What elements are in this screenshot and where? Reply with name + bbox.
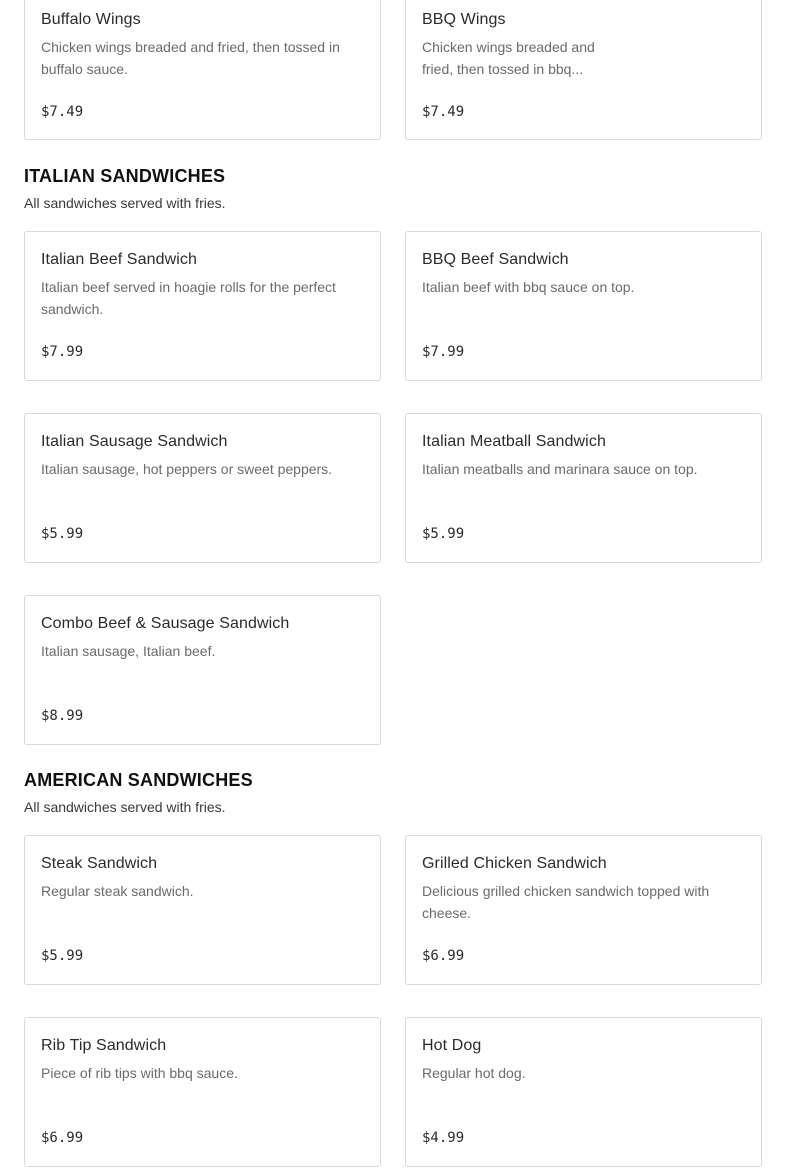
menu-item-price: $5.99 <box>422 526 465 542</box>
menu-item-name: BBQ Wings <box>422 11 506 28</box>
menu-item-card[interactable] <box>405 231 762 381</box>
menu-item-price: $7.99 <box>422 344 465 360</box>
menu-item-name: Grilled Chicken Sandwich <box>422 855 607 872</box>
menu-item-card[interactable] <box>405 835 762 985</box>
menu-item-price: $7.49 <box>41 104 84 120</box>
menu-item-name: Rib Tip Sandwich <box>41 1037 167 1054</box>
menu-item-card[interactable] <box>24 413 381 563</box>
menu-item-name: Buffalo Wings <box>41 11 141 28</box>
section-title-american-sandwiches: AMERICAN SANDWICHES <box>24 770 253 790</box>
menu-item-name: Italian Beef Sandwich <box>41 251 197 268</box>
menu-item-name: Hot Dog <box>422 1037 482 1054</box>
menu-item-description: Piece of rib tips with bbq sauce. <box>41 1065 238 1081</box>
menu-item-name: Italian Sausage Sandwich <box>41 433 228 450</box>
menu-item-description: Italian sausage, Italian beef. <box>41 643 216 659</box>
menu-item-card[interactable] <box>24 231 381 381</box>
menu-item-price: $7.99 <box>41 344 84 360</box>
menu-item-name: Combo Beef & Sausage Sandwich <box>41 615 290 632</box>
section-title-italian-sandwiches: ITALIAN SANDWICHES <box>24 166 226 186</box>
menu-item-description: Regular steak sandwich. <box>41 883 194 899</box>
menu-item-card[interactable] <box>24 835 381 985</box>
menu-item-price: $8.99 <box>41 708 84 724</box>
menu-item-card[interactable] <box>405 0 762 140</box>
menu-item-description: Chicken wings breaded and fried, then tossed in bbq... <box>422 39 595 77</box>
menu-item-description: Italian beef with bbq sauce on top. <box>422 279 635 295</box>
menu-item-card[interactable] <box>405 413 762 563</box>
section-subtitle: All sandwiches served with fries. <box>24 799 226 815</box>
menu-item-price: $6.99 <box>41 1130 84 1146</box>
menu-item-price: $6.99 <box>422 948 465 964</box>
menu-item-price: $5.99 <box>41 948 84 964</box>
section-subtitle: All sandwiches served with fries. <box>24 195 226 211</box>
menu-item-price: $7.49 <box>422 104 465 120</box>
menu-item-description: Regular hot dog. <box>422 1065 526 1081</box>
menu-item-card[interactable] <box>24 595 381 745</box>
menu-item-description: Italian sausage, hot peppers or sweet peppers. <box>41 461 333 477</box>
menu-item-name: Steak Sandwich <box>41 855 158 872</box>
menu-item-card[interactable] <box>405 1017 762 1167</box>
menu-item-description: Chicken wings breaded and fried, then tossed in buffalo sauce. <box>41 39 340 77</box>
menu-item-description: Delicious grilled chicken sandwich topped with cheese. <box>422 883 710 921</box>
menu-item-card[interactable] <box>24 1017 381 1167</box>
menu-item-price: $4.99 <box>422 1130 465 1146</box>
menu-item-description: Italian meatballs and marinara sauce on top. <box>422 461 698 477</box>
menu-item-name: BBQ Beef Sandwich <box>422 251 569 268</box>
menu-item-price: $5.99 <box>41 526 84 542</box>
menu-item-description: Italian beef served in hoagie rolls for the perfect sandwich. <box>41 279 336 317</box>
menu-item-name: Italian Meatball Sandwich <box>422 433 606 450</box>
menu-item-card[interactable] <box>24 0 381 140</box>
